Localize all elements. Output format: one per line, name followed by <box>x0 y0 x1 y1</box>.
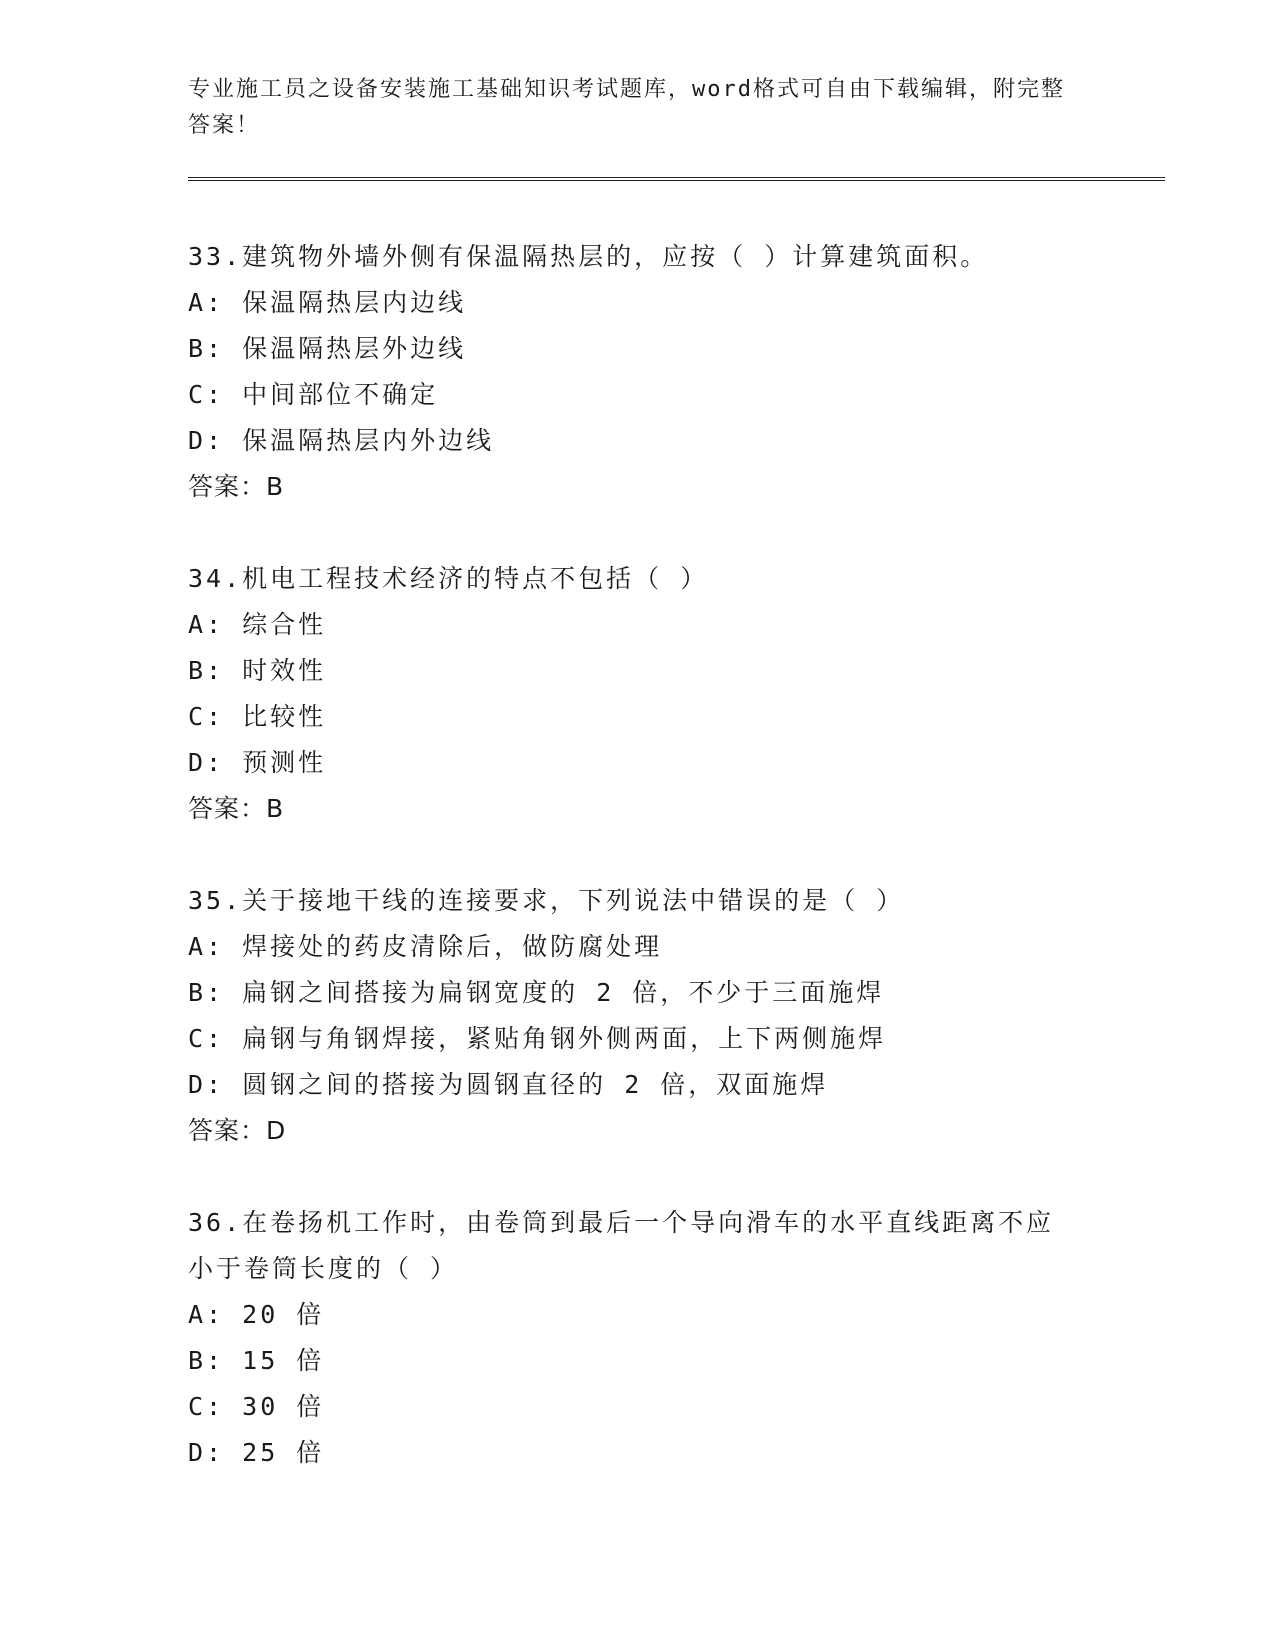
question-35 <box>188 878 1088 1154</box>
option-b: B: 时效性 <box>188 656 327 685</box>
option-b: B: 保温隔热层外边线 <box>188 334 467 363</box>
option-d: D: 预测性 <box>188 748 327 777</box>
option-c: C: 30 倍 <box>188 1392 325 1421</box>
option-c: C: 中间部位不确定 <box>188 380 439 409</box>
question-stem: 33.建筑物外墙外侧有保温隔热层的，应按（ ）计算建筑面积。 <box>188 242 989 271</box>
answer-line: 答案：B <box>188 794 285 823</box>
question-stem: 34.机电工程技术经济的特点不包括（ ） <box>188 564 709 593</box>
option-a: A: 焊接处的药皮清除后，做防腐处理 <box>188 932 663 961</box>
question-33 <box>188 234 1088 510</box>
question-stem-line-2: 小于卷筒长度的（ ） <box>188 1254 459 1283</box>
answer-line: 答案：D <box>188 1116 287 1145</box>
question-36 <box>188 1200 1088 1476</box>
question-stem-line-1: 36.在卷扬机工作时，由卷筒到最后一个导向滑车的水平直线距离不应 <box>188 1208 1055 1237</box>
option-c: C: 比较性 <box>188 702 327 731</box>
option-a: A: 综合性 <box>188 610 327 639</box>
option-d: D: 保温隔热层内外边线 <box>188 426 495 455</box>
option-b: B: 扁钢之间搭接为扁钢宽度的 2 倍，不少于三面施焊 <box>188 978 885 1007</box>
option-a: A: 保温隔热层内边线 <box>188 288 467 317</box>
option-d: D: 圆钢之间的搭接为圆钢直径的 2 倍，双面施焊 <box>188 1070 829 1099</box>
document-header: 专业施工员之设备安装施工基础知识考试题库，word格式可自由下载编辑，附完整答案！ <box>188 77 1065 138</box>
option-c: C: 扁钢与角钢焊接，紧贴角钢外侧两面，上下两侧施焊 <box>188 1024 887 1053</box>
option-b: B: 15 倍 <box>188 1346 325 1375</box>
answer-line: 答案：B <box>188 472 285 501</box>
option-d: D: 25 倍 <box>188 1438 325 1467</box>
question-stem: 35.关于接地干线的连接要求，下列说法中错误的是（ ） <box>188 886 905 915</box>
question-list <box>188 234 1088 1522</box>
header-divider <box>188 177 1165 181</box>
question-34 <box>188 556 1088 832</box>
option-a: A: 20 倍 <box>188 1300 325 1329</box>
